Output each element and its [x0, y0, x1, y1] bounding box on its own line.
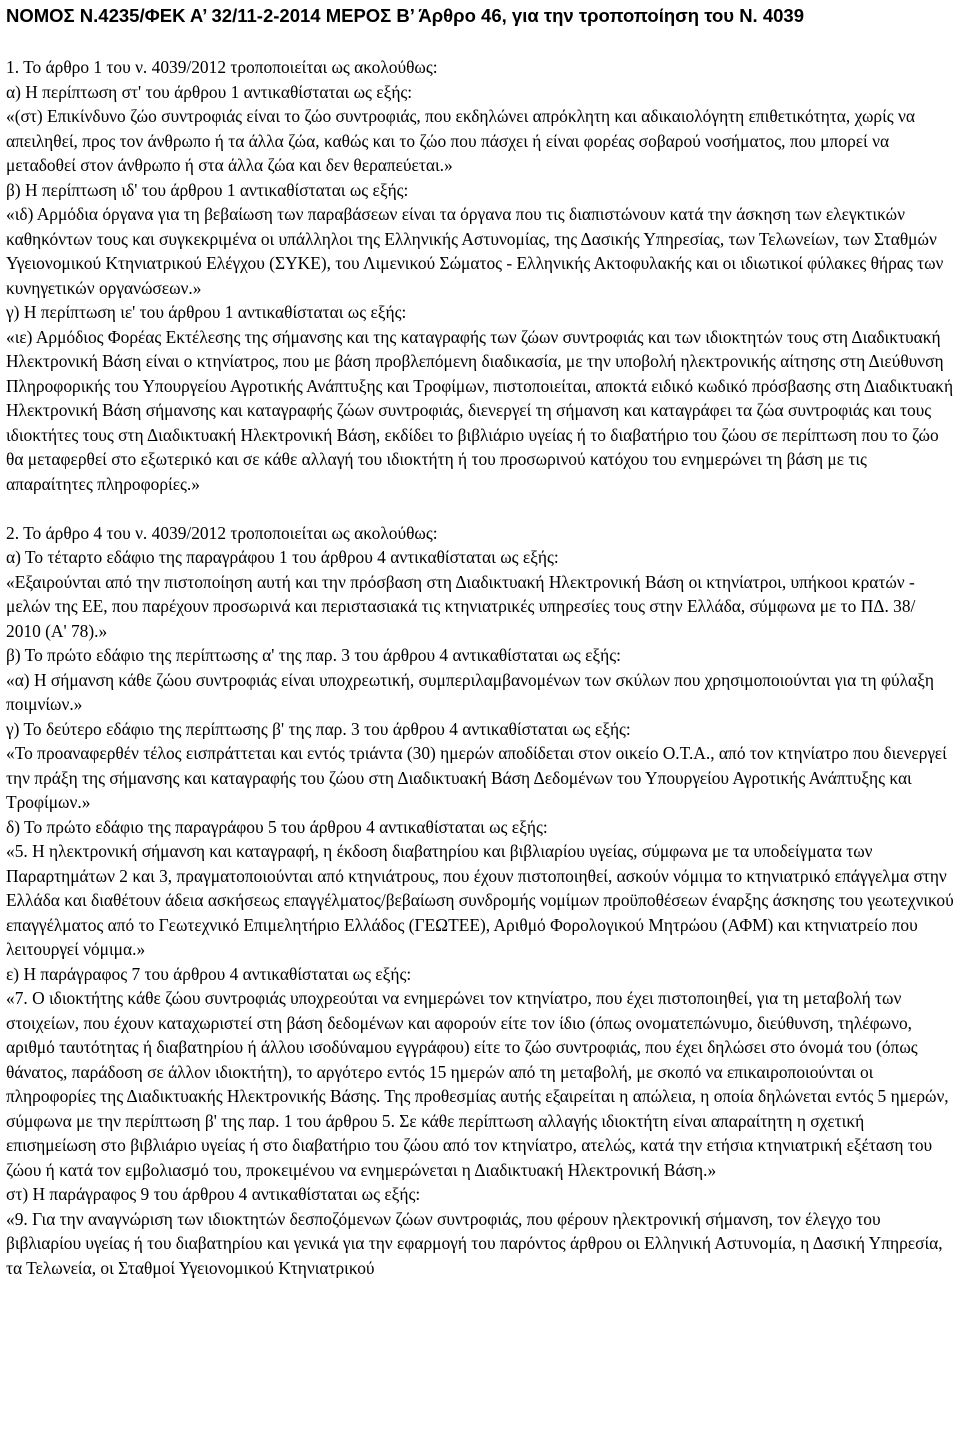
paragraph: «Εξαιρούνται από την πιστοποίηση αυτή και την πρόσβαση στη Διαδικτυακή Ηλεκτρονική Βάση οι κτηνίατροι, υπήκοοι κρατών - μελών της ΕΕ, που παρέχουν προσωρινά και περιστασιακά τις κτηνιατρικές υπηρεσίες τους στην Ελλάδα, σύμφωνα με το ΠΔ. 38/ 2010 (Α' 78).» [6, 571, 916, 641]
paragraph: «9. Για την αναγνώριση των ιδιοκτητών δεσποζόμενων ζώων συντροφιάς, που φέρουν ηλεκτρονική σήμανση, τον έλεγχο του βιβλιαρίου υγείας ή του διαβατηρίου και γενικά για την εφαρμογή του παρόντος άρθρου οι Ελληνική Αστυνομία, η Δασική Υπηρεσία, τα Τελωνεία, οι Σταθμοί Υγειονομικού Κτηνιατρικού [6, 1208, 943, 1278]
paragraph: «ιδ) Αρμόδια όργανα για τη βεβαίωση των παραβάσεων είναι τα όργανα που τις διαπιστώνουν κατά την άσκηση των ελεγκτικών καθηκόντων τους και συγκεκριμένα οι υπάλληλοι της Ελληνικής Αστυνομίας, της Δασικής Υπηρεσίας, των Τελωνείων, των Σταθμών Υγειονομικού Κτηνιατρικού Ελέγχου (ΣΥΚΕ), του Λιμενικού Σώματος - Ελληνικής Ακτοφυλακής και οι ιδιωτικοί φύλακες θήρας των κυνηγετικών οργανώσεων.» [6, 204, 944, 298]
document-page [6, 4, 954, 1280]
section-2 [6, 521, 954, 1281]
paragraph: ε) Η παράγραφος 7 του άρθρου 4 αντικαθίσταται ως εξής: [6, 963, 412, 984]
paragraph: α) Το τέταρτο εδάφιο της παραγράφου 1 του άρθρου 4 αντικαθίσταται ως εξής: [6, 547, 559, 567]
paragraph: β) Το πρώτο εδάφιο της περίπτωσης α' της παρ. 3 του άρθρου 4 αντικαθίσταται ως εξής: [6, 645, 621, 665]
paragraph: β) Η περίπτωση ιδ' του άρθρου 1 αντικαθίσταται ως εξής: [6, 179, 409, 200]
paragraph: γ) Η περίπτωση ιε' του άρθρου 1 αντικαθίσταται ως εξής: [6, 302, 407, 322]
paragraph: «ιε) Αρμόδιος Φορέας Εκτέλεσης της σήμανσης και της καταγραφής των ζώων συντροφιάς και των ιδιοκτητών τους στη Διαδικτυακή Ηλεκτρονική Βάση είναι ο κτηνίατρος, που με βάση προβλεπόμενη διαδικασία, με την υποβολή ηλεκτρονικής αίτησης στη Διεύθυνση Πληροφορικής του Υπουργείου Αγροτικής Ανάπτυξης και Τροφίμων, πιστοποιείται, αποκτά ειδικό κωδικό πρόσβασης στη Διαδικτυακή Ηλεκτρονική Βάση σήμανσης και καταγραφής ζώων συντροφιάς, διενεργεί τη σήμανση και καταγράφει τα ζώα συντροφιάς και τους ιδιοκτήτες τους στη Διαδικτυακή Ηλεκτρονική Βάση, εκδίδει το βιβλιάριο υγείας ή το διαβατήριο του ζώου σε περίπτωση που το ζώο θα μεταφερθεί στο εξωτερικό και σε κάθε αλλαγή του ιδιοκτήτη ή του προσωρινού κατόχου του ενημερώνει τη βάση με τις απαραίτητες πληροφορίες.» [6, 326, 954, 494]
section-1 [6, 55, 954, 496]
paragraph: «5. Η ηλεκτρονική σήμανση και καταγραφή, η έκδοση διαβατηρίου και βιβλιαρίου υγείας, σύμφωνα με τα υποδείγματα των Παραρτημάτων 2 και 3, πραγματοποιούνται από κτηνιάτρους, που έχουν πιστοποιηθεί, ασκούν νόμιμα το κτηνιατρικό επάγγελμα στην Ελλάδα και διαθέτουν άδεια ασκήσεως επαγγέλματος/βεβαίωση συνδρομής νομίμων προϋποθέσεων έναρξης άσκησης του γεωτεχνικού επαγγέλματος από το Γεωτεχνικό Επιμελητήριο Ελλάδος (ΓΕΩΤΕΕ), Αριθμό Φορολογικού Μητρώου (ΑΦΜ) και κτηνιατρείο που λειτουργεί νόμιμα.» [6, 841, 954, 959]
document-title: ΝΟΜΟΣ Ν.4235/ΦΕΚ Α’ 32/11-2-2014 ΜΕΡΟΣ Β’ Άρθρο 46, για την τροποποίηση του Ν. 4039 [6, 5, 804, 26]
paragraph: «7. Ο ιδιοκτήτης κάθε ζώου συντροφιάς υποχρεούται να ενημερώνει τον κτηνίατρο, που έχει πιστοποιηθεί, για τη μεταβολή των στοιχείων, που έχουν καταχωριστεί στη βάση δεδομένων και αφορούν είτε τον ίδιο (όπως ονοματεπώνυμο, διεύθυνση, τηλέφωνο, αριθμό ταυτότητας ή διαβατηρίου ή άλλου ισοδύναμου εγγράφου) είτε το ζώο συντροφιάς, που έχει δηλώσει στο όνομά του (όπως θάνατος, παράδοση σε άλλον ιδιοκτήτη), το αργότερο εντός 15 ημερών από τη μεταβολή, με σκοπό να επικαιροποιούνται οι πληροφορίες της Διαδικτυακής Ηλεκτρονικής Βάσης. Της προθεσμίας αυτής εξαιρείται η απώλεια, η οποία δηλώνεται εντός 5 ημερών, σύμφωνα με την περίπτωση β' της παρ. 1 του άρθρου 5. Σε κάθε περίπτωση αλλαγής ιδιοκτήτη είναι απαραίτητη η σχετική επισημείωση στο βιβλιάριο υγείας ή στο διαβατήριο του ζώου από τον κτηνίατρο, ατελώς, κατά την ετήσια κτηνιατρική εξέταση του ζώου ή κατά τον εμβολιασμό του, προκειμένου να ενημερώνεται η Διαδικτυακή Ηλεκτρονική Βάση.» [6, 988, 949, 1180]
section-2-heading: 2. Το άρθρο 4 του ν. 4039/2012 τροποποιείται ως ακολούθως: [6, 522, 438, 543]
paragraph: «α) Η σήμανση κάθε ζώου συντροφιάς είναι υποχρεωτική, συμπεριλαμβανομένων των σκύλων που χρησιμοποιούνται για τη φύλαξη ποιμνίων.» [6, 669, 935, 714]
paragraph: «Το προαναφερθέν τέλος εισπράττεται και εντός τριάντα (30) ημερών αποδίδεται στον οικείο Ο.Τ.Α., από τον κτηνίατρο που διενεργεί την πράξη της σήμανσης και καταγραφής του ζώου στη Διαδικτυακή Βάση Δεδομένων του Υπουργείου Αγροτικής Ανάπτυξης και Τροφίμων.» [6, 743, 947, 812]
section-1-heading: 1. Το άρθρο 1 του ν. 4039/2012 τροποποιείται ως ακολούθως: [6, 57, 438, 77]
paragraph: δ) Το πρώτο εδάφιο της παραγράφου 5 του άρθρου 4 αντικαθίσταται ως εξής: [6, 816, 548, 837]
paragraph: α) Η περίπτωση στ' του άρθρου 1 αντικαθίσταται ως εξής: [6, 81, 413, 102]
paragraph: γ) Το δεύτερο εδάφιο της περίπτωσης β' της παρ. 3 του άρθρου 4 αντικαθίσταται ως εξής: [6, 718, 631, 739]
section-spacer [6, 496, 954, 521]
paragraph: «(στ) Επικίνδυνο ζώο συντροφιάς είναι το ζώο συντροφιάς, που εκδηλώνει απρόκλητη και αδικαιολόγητη επιθετικότητα, χωρίς να απειληθεί, προς τον άνθρωπο ή τα άλλα ζώα, καθώς και το ζώο που πάσχει ή είναι φορέας σοβαρού νοσήματος, που μπορεί να μεταδοθεί στον άνθρωπο ή στα άλλα ζώα και δεν θεραπεύεται.» [6, 106, 915, 175]
paragraph: στ) Η παράγραφος 9 του άρθρου 4 αντικαθίσταται ως εξής: [6, 1184, 421, 1204]
